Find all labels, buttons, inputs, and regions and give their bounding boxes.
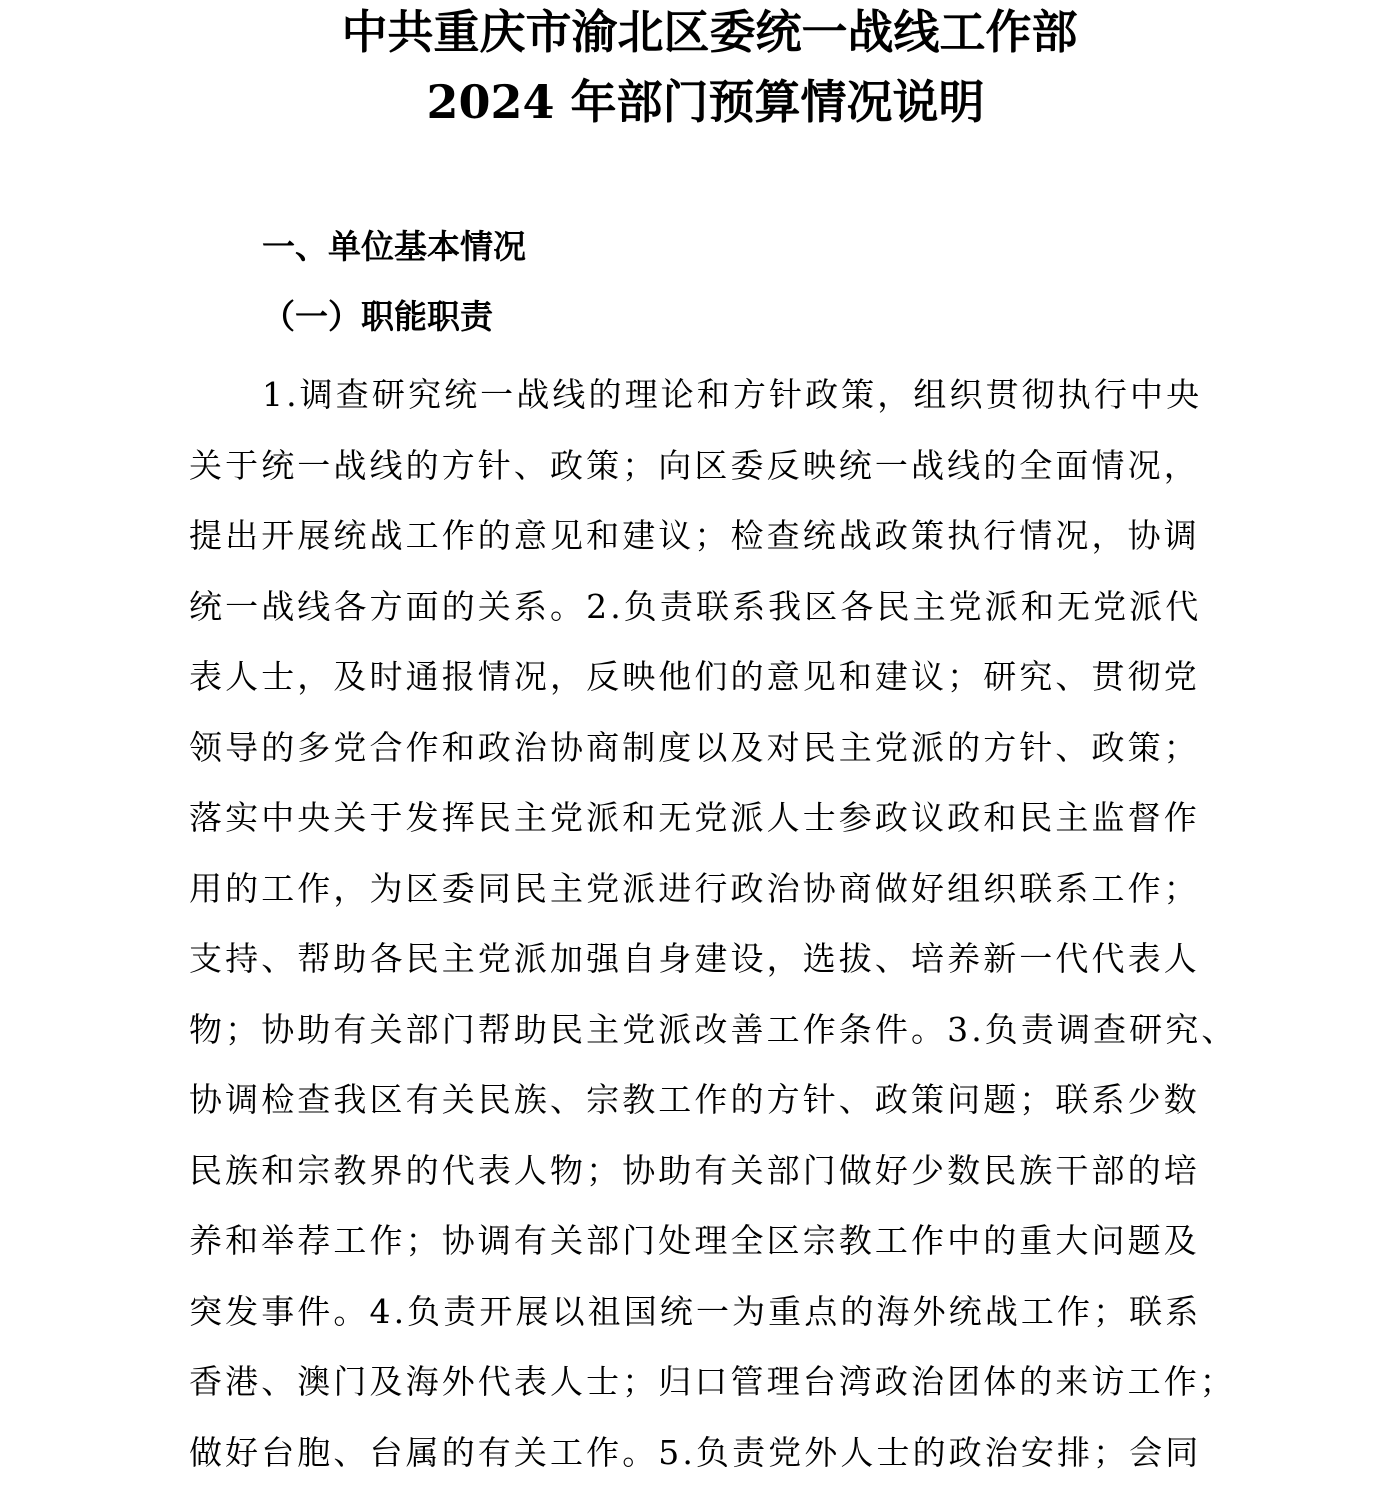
body-line: 用的工作，为区委同民主党派进行政治协商做好组织联系工作； xyxy=(0,854,1399,925)
body-line: 做好台胞、台属的有关工作。5.负责党外人士的政治安排；会同 xyxy=(0,1418,1399,1488)
body-line: 领导的多党合作和政治协商制度以及对民主党派的方针、政策； xyxy=(0,713,1399,784)
document-title-line-1: 中共重庆市渝北区委统一战线工作部 xyxy=(10,2,1399,62)
body-paragraph xyxy=(0,360,1399,1488)
body-line: 民族和宗教界的代表人物；协助有关部门做好少数民族干部的培 xyxy=(0,1136,1399,1207)
subsection-heading: （一）职能职责 xyxy=(262,292,493,342)
body-line: 物；协助有关部门帮助民主党派改善工作条件。3.负责调查研究、 xyxy=(0,995,1399,1066)
body-line: 1.调查研究统一战线的理论和方针政策，组织贯彻执行中央 xyxy=(0,360,1399,431)
body-line: 提出开展统战工作的意见和建议；检查统战政策执行情况，协调 xyxy=(0,501,1399,572)
section-heading: 一、单位基本情况 xyxy=(262,222,526,272)
body-line: 支持、帮助各民主党派加强自身建设，选拔、培养新一代代表人 xyxy=(0,924,1399,995)
body-line: 突发事件。4.负责开展以祖国统一为重点的海外统战工作；联系 xyxy=(0,1277,1399,1348)
body-line: 香港、澳门及海外代表人士；归口管理台湾政治团体的来访工作； xyxy=(0,1347,1399,1418)
body-line: 协调检查我区有关民族、宗教工作的方针、政策问题；联系少数 xyxy=(0,1065,1399,1136)
body-line: 统一战线各方面的关系。2.负责联系我区各民主党派和无党派代 xyxy=(0,572,1399,643)
body-line: 表人士，及时通报情况，反映他们的意见和建议；研究、贯彻党 xyxy=(0,642,1399,713)
document-title-line-2: 2024 年部门预算情况说明 xyxy=(6,72,1399,132)
body-line: 落实中央关于发挥民主党派和无党派人士参政议政和民主监督作 xyxy=(0,783,1399,854)
body-line: 养和举荐工作；协调有关部门处理全区宗教工作中的重大问题及 xyxy=(0,1206,1399,1277)
body-line: 关于统一战线的方针、政策；向区委反映统一战线的全面情况， xyxy=(0,431,1399,502)
